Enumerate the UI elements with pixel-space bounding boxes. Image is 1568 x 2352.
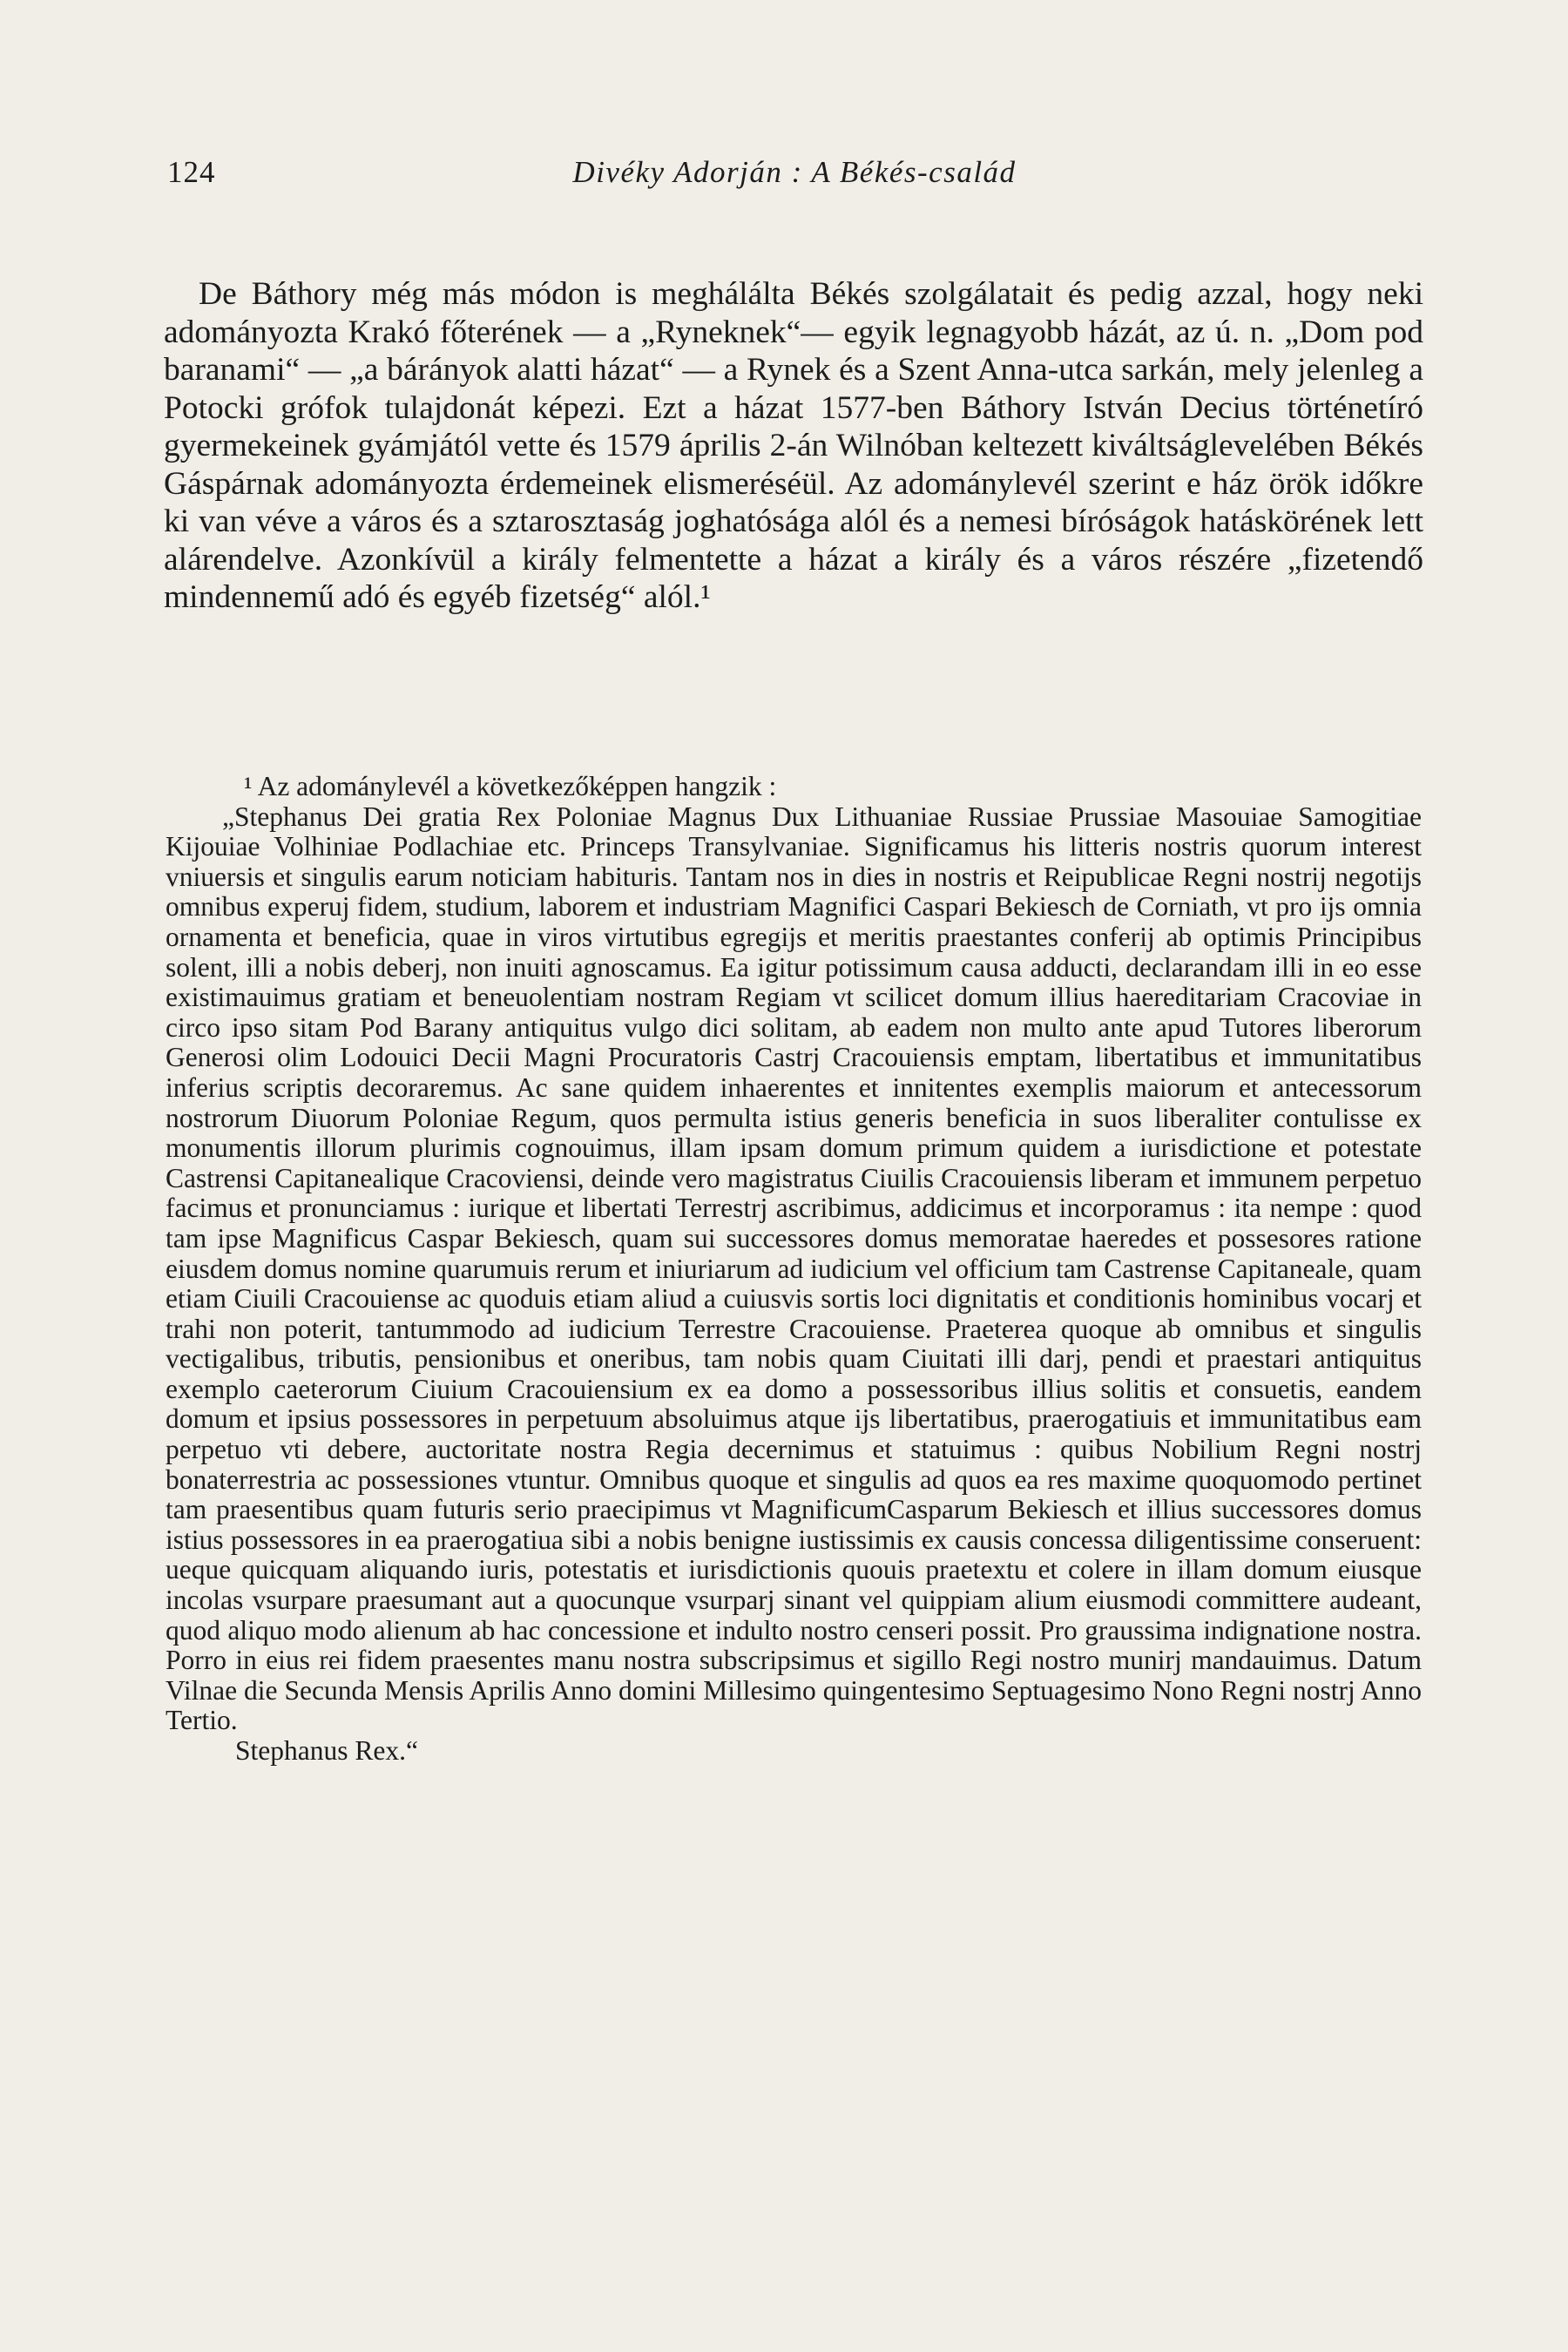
footnote-quote: „Stephanus Dei gratia Rex Poloniae Magnus Dux Lithuaniae Russiae Prussiae Masouiae Samogitiae Kijouiae Volhiniae Podlachiae etc. Princeps Transylvaniae. Significamus his litteris nostris quorum interest vniuersis et singulis earum noticiam habituris. Tantam nos in dies in nostris et Reipublicae Regni nostrij negotijs omnibus experuj fidem, studium, laborem et industriam Magnifici Caspari Bekiesch de Corniath, vt pro ijs omnia ornamenta et beneficia, quae in viros virtutibus egregijs et meritis praestantes conferij ab optimis Principibus solent, illi a nobis deberj, non inuiti agnoscamus. Ea igitur potissimum causa adducti, declarandam illi in eo esse existimauimus gratiam et beneuolentiam nostram Regiam vt scilicet domum illius haereditariam Cracoviae in circo ipso sitam Pod Barany antiquitus vulgo dici solitam, ab eadem non multo ante apud Tutores liberorum Generosi olim Lodouici Decii Magni Procuratoris Castrj Cracouiensis emptam, libertatibus et immunitatibus inferius scriptis decoraremus. Ac sane quidem inhaerentes et innitentes exemplis maiorum et antecessorum nostrorum Diuorum Poloniae Regum, quos permulta istius generis beneficia in suos liberaliter contulisse ex monumentis illorum plurimis cognouimus, illam ipsam domum primum quidem a iurisdictione et potestate Castrensi Capitanealique Cracoviensi, deinde vero magistratus Ciuilis Cracouiensis liberam et immunem perpetuo facimus et pronunciamus : iurique et libertati Terrestrj ascribimus, addicimus et incorporamus : ita nempe : quod tam ipse Magnificus Caspar Bekiesch, quam sui successores domus memoratae haeredes et possesores ratione eiusdem domus nomine quarumuis rerum et iniuriarum ad iudicium vel officium tam Castrense Capitaneale, quam etiam Ciuili Cracouiense ac quoduis etiam aliud a cuiusvis sortis loci dignitatis et conditionis hominibus vocarj et trahi non poterit, tantummodo ad iudicium Terrestre Cracouiense. Praeterea quoque ab omnibus et singulis vectigalibus, tributis, pensionibus et oneribus, tam nobis quam Ciuitati illi darj, pendi et praestari antiquitus exemplo caeterorum Ciuium Cracouiensium ex ea domo a possessoribus illius solitis et consuetis, eandem domum et ipsius possessores in perpetuum absoluimus atque ijs libertatibus, praerogatiuis et immunitatibus eam perpetuo vti debere, auctoritate nostra Regia decernimus et statuimus : quibus Nobilium Regni nostrj bonaterrestria ac possessiones vtuntur. Omnibus quoque et singulis ad quos ea res maxime quoquomodo pertinet tam praesentibus quam futuris serio praecipimus vt MagnificumCasparum Bekiesch et illius successores domus istius possessores in ea praerogatiua sibi a nobis benigne iustissimis ex causis concessa diligentissime conseruent: ueque quicquam aliquando iuris, potestatis et iurisdictionis quouis praetextu et colere in illam domum eiusque incolas vsurpare praesumant aut a quocunque vsurparj sinant vel quippiam alium eiusmodi committere audeant, quod aliquo modo alienum ab hac concessione et indulto nostro censeri possit. Pro graussima indignatione nostra. Porro in eius rei fidem praesentes manu nostra subscripsimus et sigillo Regi nostro munirj mandauimus. Datum Vilnae die Secunda Mensis Aprilis Anno domini Millesimo quingentesimo Septuagesimo Nono Regni nostrj Anno Tertio.	[166, 801, 1422, 1736]
footnote-signature: Stephanus Rex.“	[235, 1735, 418, 1766]
running-head	[167, 155, 1422, 200]
footnote-intro: ¹ Az adománylevél a következőképpen hangzik :	[244, 771, 777, 801]
running-title: Divéky Adorján : A Békés-család	[572, 155, 1017, 189]
footnote-block	[166, 772, 1422, 1767]
page-number: 124	[167, 155, 216, 189]
body-paragraph: De Báthory még más módon is meghálálta Békés szolgálatait és pedig azzal, hogy neki adományozta Krakó főterének — a „Ryneknek“— egyik legnagyobb házát, az ú. n. „Dom pod baranami“ — „a bárányok alatti házat“ — a Rynek és a Szent Anna-utca sarkán, mely jelenleg a Potocki grófok tulajdonát képezi. Ezt a házat 1577-ben Báthory István Decius történetíró gyermekeinek gyámjától vette és 1579 április 2-án Wilnóban keltezett kiváltságlevelében Békés Gáspárnak adományozta érdemeinek elismeréséül. Az adománylevél szerint e ház örök időkre ki van véve a város és a sztarosztaság joghatósága alól és a nemesi bíróságok hatáskörének lett alárendelve. Azonkívül a király felmentette a házat a király és a város részére „fizetendő mindennemű adó és egyéb fizetség“ alól.¹	[164, 276, 1423, 615]
